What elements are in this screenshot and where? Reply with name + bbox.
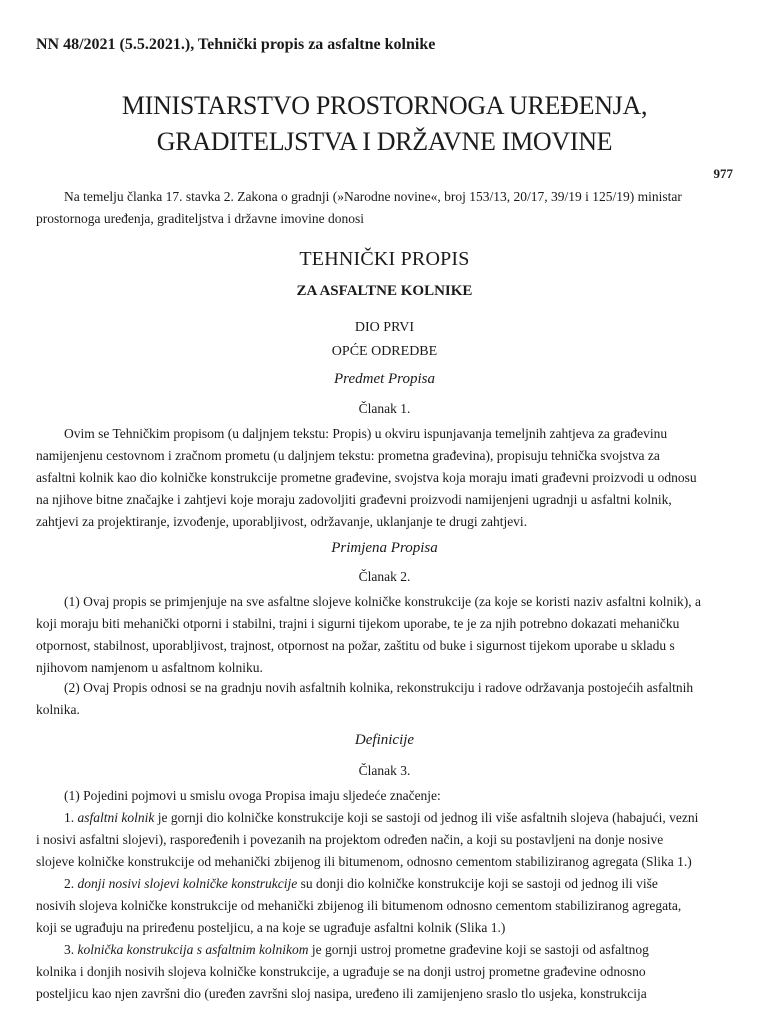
- text-line: namijenjenu cestovnom i zračnom prometu (u daljnjem tekstu: prometna građevina), propisuju tehnička svojstva za: [36, 448, 660, 463]
- text-line: njihovom namjenom u asfaltnom kolniku.: [36, 660, 263, 675]
- ministry-line-1: MINISTARSTVO PROSTORNOGA UREĐENJA,: [121, 91, 648, 120]
- text-line: i nosivi asfaltni slojevi), raspoređenih i povezanih na projektom određen način, a koji su postavljeni na donje nosive: [36, 832, 664, 847]
- article-1: Članak 1.: [358, 401, 411, 416]
- part-title: OPĆE ODREDBE: [331, 344, 438, 359]
- section-heading-definicije: Definicije: [354, 732, 415, 748]
- defined-term: asfaltni kolnik: [77, 810, 155, 825]
- text-line: asfaltni kolnik kao dio kolničke konstrukcije prometne građevine, svojstva koja moraju imati građevni proizvodi u odnosu: [36, 470, 697, 485]
- text-line: koji se ugrađuju na priređenu posteljicu, a na koje se ugrađuje asfaltni kolnik (Slika 1.): [36, 920, 506, 935]
- text-line: slojeve kolničke konstrukcije od mehanički zbijenog ili bitumenom, odnosno cementom stabiliziranog agregata (Slika 1.): [36, 854, 692, 869]
- definition-2: [36, 873, 733, 939]
- text-line: otpornost, stabilnost, uporabljivost, trajnost, otpornost na požar, zaštitu od buke i sigurnost tijekom uporabe u skladu s: [36, 638, 675, 653]
- preamble: [36, 186, 733, 230]
- document-number: 977: [713, 166, 733, 181]
- article-2-paragraph-1: [36, 591, 733, 679]
- text-line: (2) Ovaj Propis odnosi se na gradnju novih asfaltnih kolnika, rekonstrukciju i radove održavanja postojećih asfaltnih: [64, 680, 694, 695]
- document-header: NN 48/2021 (5.5.2021.), Tehnički propis za asfaltne kolnike: [36, 36, 436, 53]
- defined-term: donji nosivi slojevi kolničke konstrukcije: [77, 876, 298, 891]
- section-heading-predmet: Predmet Propisa: [334, 371, 435, 387]
- text-line: Ovim se Tehničkim propisom (u daljnjem tekstu: Propis) u okviru ispunjavanja temeljnih zahtjeva za građevinu: [64, 426, 668, 441]
- ministry-name: [36, 88, 733, 160]
- definition-3: [36, 939, 733, 1005]
- definition-number: 1.: [64, 810, 75, 825]
- regulation-title: TEHNIČKI PROPIS: [299, 248, 470, 270]
- definition-1: [36, 807, 733, 873]
- preamble-line: Na temelju članka 17. stavka 2. Zakona o gradnji (»Narodne novine«, broj 153/13, 20/17, 39/19 i 125/19) ministar: [64, 189, 682, 204]
- definition-number: 3.: [64, 942, 75, 957]
- article-2-paragraph-2: [36, 677, 733, 721]
- text-line: posteljicu kao njen završni dio (uređen završni sloj nasipa, uređeno ili zamijenjeno sraslo tlo usjeka, konstrukcija: [36, 986, 647, 1001]
- text-line: (1) Pojedini pojmovi u smislu ovoga Propisa imaju sljedeće značenje:: [64, 788, 441, 803]
- definition-first-line: [36, 807, 733, 829]
- text-line: nosivih slojeva kolničke konstrukcije od mehanički zbijenog ili bitumenom odnosno cementom stabiliziranog agregata,: [36, 898, 682, 913]
- text-line: kolnika.: [36, 702, 80, 717]
- definition-first-line: [36, 873, 733, 895]
- section-heading-primjena: Primjena Propisa: [331, 540, 438, 556]
- regulation-subtitle: ZA ASFALTNE KOLNIKE: [296, 283, 473, 299]
- ministry-line-2: GRADITELJSTVA I DRŽAVNE IMOVINE: [156, 127, 613, 156]
- definition-text: su donji dio kolničke konstrukcije koji se sastoji od jednog ili više: [297, 876, 658, 891]
- part-number: DIO PRVI: [354, 320, 415, 335]
- text-line: koji moraju biti mehanički otporni i stabilni, trajni i sigurni tijekom uporabe, te je za njih potrebno dokazati mehaničku: [36, 616, 680, 631]
- article-2: Članak 2.: [358, 569, 411, 584]
- definition-text: je gornji dio kolničke konstrukcije koji se sastoji od jednog ili više asfaltnih slojeva (habajući, vezni: [154, 810, 699, 825]
- text-line: zahtjevi za projektiranje, izvođenje, uporabljivost, održavanje, uklanjanje te drugi zahtjevi.: [36, 514, 528, 529]
- defined-term: kolnička konstrukcija s asfaltnim kolnikom: [77, 942, 309, 957]
- text-line: kolnika i donjih nosivih slojeva kolničke konstrukcije, a ugrađuje se na donji ustroj prometne građevine odnosno: [36, 964, 646, 979]
- article-1-text: [36, 423, 733, 533]
- definition-text: je gornji ustroj prometne građevine koji se sastoji od asfaltnog: [308, 942, 649, 957]
- article-3: Članak 3.: [358, 763, 411, 778]
- definition-first-line: [36, 939, 733, 961]
- definition-number: 2.: [64, 876, 75, 891]
- preamble-line: prostornoga uređenja, graditeljstva i državne imovine donosi: [36, 211, 365, 226]
- article-3-intro: [36, 785, 733, 807]
- text-line: (1) Ovaj propis se primjenjuje na sve asfaltne slojeve kolničke konstrukcije (za koje se koristi naziv asfaltni kolnik), a: [64, 594, 701, 609]
- text-line: na njihove bitne značajke i zahtjevi koje moraju zadovoljiti građevni proizvodi namijenjeni ugradnji u asfaltni kolnik,: [36, 492, 672, 507]
